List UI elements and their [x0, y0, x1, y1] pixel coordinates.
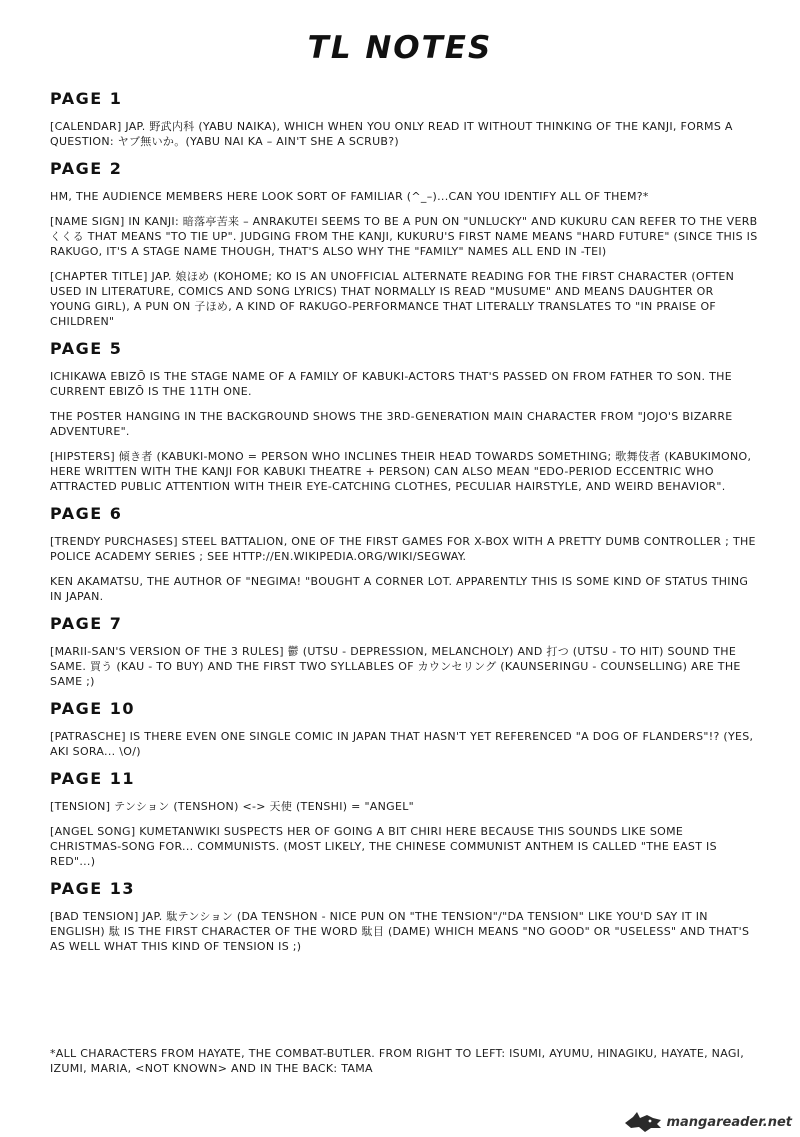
note-paragraph: [BAD TENSION] JAP. 駄テンション (DA TENSHON - NICE PUN ON "THE TENSION"/"DA TENSION" LIKE YOU'D SAY IT IN ENGLISH) 駄 IS THE FIRST CHARACTER OF THE WORD 駄目 (DAME) WHICH MEANS "NO GOOD" OR "USELESS" AND THAT'S AS WELL WHAT THIS KIND OF TENSION IS ;): [50, 910, 750, 953]
section-heading: PAGE 6: [50, 504, 123, 523]
section-page-5: [50, 339, 758, 494]
note-paragraph: [NAME SIGN] IN KANJI: 暗落亭苦来 – ANRAKUTEI SEEMS TO BE A PUN ON "UNLUCKY" AND KUKURU CAN REFER TO THE VERB くくる THAT MEANS "TO TIE UP". JUDGING FROM THE KANJI, KUKURU'S FIRST NAME MEANS "HARD FUTURE" (SINCE THIS IS RAKUGO, IT'S A STAGE NAME THOUGH, THAT'S ALSO WHY THE "FAMILY" NAMES ALL END IN -TEI): [50, 215, 758, 258]
note-paragraph: [PATRASCHE] IS THERE EVEN ONE SINGLE COMIC IN JAPAN THAT HASN'T YET REFERENCED "A DOG OF FLANDERS"!? (YES, AKI SORA... \O/): [50, 730, 754, 758]
page-title: TL NOTES: [307, 30, 493, 66]
note-paragraph: [CALENDAR] JAP. 野武内科 (YABU NAIKA), WHICH WHEN YOU ONLY READ IT WITHOUT THINKING OF THE KANJI, FORMS A QUESTION: ヤブ無いか。(YABU NAI KA – AIN'T SHE A SCRUB?): [50, 120, 733, 148]
section-page-11: [50, 769, 758, 869]
section-heading: PAGE 2: [50, 159, 123, 178]
note-paragraph: KEN AKAMATSU, THE AUTHOR OF "NEGIMA! "BOUGHT A CORNER LOT. APPARENTLY THIS IS SOME KIND OF STATUS THING IN JAPAN.: [50, 575, 749, 603]
wolf-head-icon: [623, 1111, 663, 1133]
section-heading: PAGE 11: [50, 769, 136, 788]
note-paragraph: THE POSTER HANGING IN THE BACKGROUND SHOWS THE 3RD-GENERATION MAIN CHARACTER FROM "JOJO'S BIZARRE ADVENTURE".: [50, 410, 733, 438]
section-page-7: [50, 614, 758, 689]
watermark-text: mangareader.net: [666, 1114, 792, 1130]
notes-content: [50, 89, 758, 964]
note-paragraph: [TRENDY PURCHASES] STEEL BATTALION, ONE OF THE FIRST GAMES FOR X-BOX WITH A PRETTY DUMB CONTROLLER ; THE POLICE ACADEMY SERIES ; SEE HTTP://EN.WIKIPEDIA.ORG/WIKI/SEGWAY.: [50, 535, 756, 563]
section-heading: PAGE 10: [50, 699, 136, 718]
footnote: *ALL CHARACTERS FROM HAYATE, THE COMBAT-BUTLER. FROM RIGHT TO LEFT: ISUMI, AYUMU, HINAGIKU, HAYATE, NAGI, IZUMI, MARIA, <NOT KNOWN> AND IN THE BACK: TAMA: [50, 1047, 744, 1075]
site-watermark: [623, 1111, 792, 1133]
section-heading: PAGE 5: [50, 339, 123, 358]
note-paragraph: HM, THE AUDIENCE MEMBERS HERE LOOK SORT OF FAMILIAR (^_–)...CAN YOU IDENTIFY ALL OF THEM?*: [50, 190, 649, 203]
note-paragraph: [TENSION] テンション (TENSHON) <-> 天使 (TENSHI) = "ANGEL": [50, 800, 415, 813]
section-page-2: [50, 159, 758, 329]
section-page-1: [50, 89, 758, 149]
note-paragraph: [MARII-SAN'S VERSION OF THE 3 RULES] 鬱 (UTSU - DEPRESSION, MELANCHOLY) AND 打つ (UTSU - TO HIT) SOUND THE SAME. 買う (KAU - TO BUY) AND THE FIRST TWO SYLLABLES OF カウンセリング (KAUNSERINGU - COUNSELLING) ARE THE SAME ;): [50, 645, 741, 688]
section-page-13: [50, 879, 758, 954]
section-page-6: [50, 504, 758, 604]
section-heading: PAGE 1: [50, 89, 123, 108]
note-paragraph: [CHAPTER TITLE] JAP. 娘ほめ (KOHOME; KO IS AN UNOFFICIAL ALTERNATE READING FOR THE FIRST CHARACTER (OFTEN USED IN LITERATURE, COMICS AND SONG LYRICS) THAT NORMALLY IS READ "MUSUME" AND MEANS DAUGHTER OR YOUNG GIRL), A PUN ON 子ほめ, A KIND OF RAKUGO-PERFORMANCE THAT LITERALLY TRANSLATES TO "IN PRAISE OF CHILDREN": [50, 270, 735, 328]
section-heading: PAGE 13: [50, 879, 136, 898]
note-paragraph: [HIPSTERS] 傾き者 (KABUKI-MONO = PERSON WHO INCLINES THEIR HEAD TOWARDS SOMETHING; 歌舞伎者 (KABUKIMONO, HERE WRITTEN WITH THE KANJI FOR KABUKI THEATRE + PERSON) CAN ALSO MEAN "EDO-PERIOD ECCENTRIC WHO ATTRACTED PUBLIC ATTENTION WITH THEIR EYE-CATCHING CLOTHES, PECULIAR HAIRSTYLE, AND WEIRD BEHAVIOR".: [50, 450, 752, 493]
section-heading: PAGE 7: [50, 614, 123, 633]
note-paragraph: [ANGEL SONG] KUMETANWIKI SUSPECTS HER OF GOING A BIT CHIRI HERE BECAUSE THIS SOUNDS LIKE SOME CHRISTMAS-SONG FOR... COMMUNISTS. (MOST LIKELY, THE CHINESE COMMUNIST ANTHEM IS CALLED "THE EAST IS RED"...): [50, 825, 717, 868]
note-paragraph: ICHIKAWA EBIZŌ IS THE STAGE NAME OF A FAMILY OF KABUKI-ACTORS THAT'S PASSED ON FROM FATHER TO SON. THE CURRENT EBIZŌ IS THE 11TH ONE.: [50, 370, 732, 398]
section-page-10: [50, 699, 758, 759]
